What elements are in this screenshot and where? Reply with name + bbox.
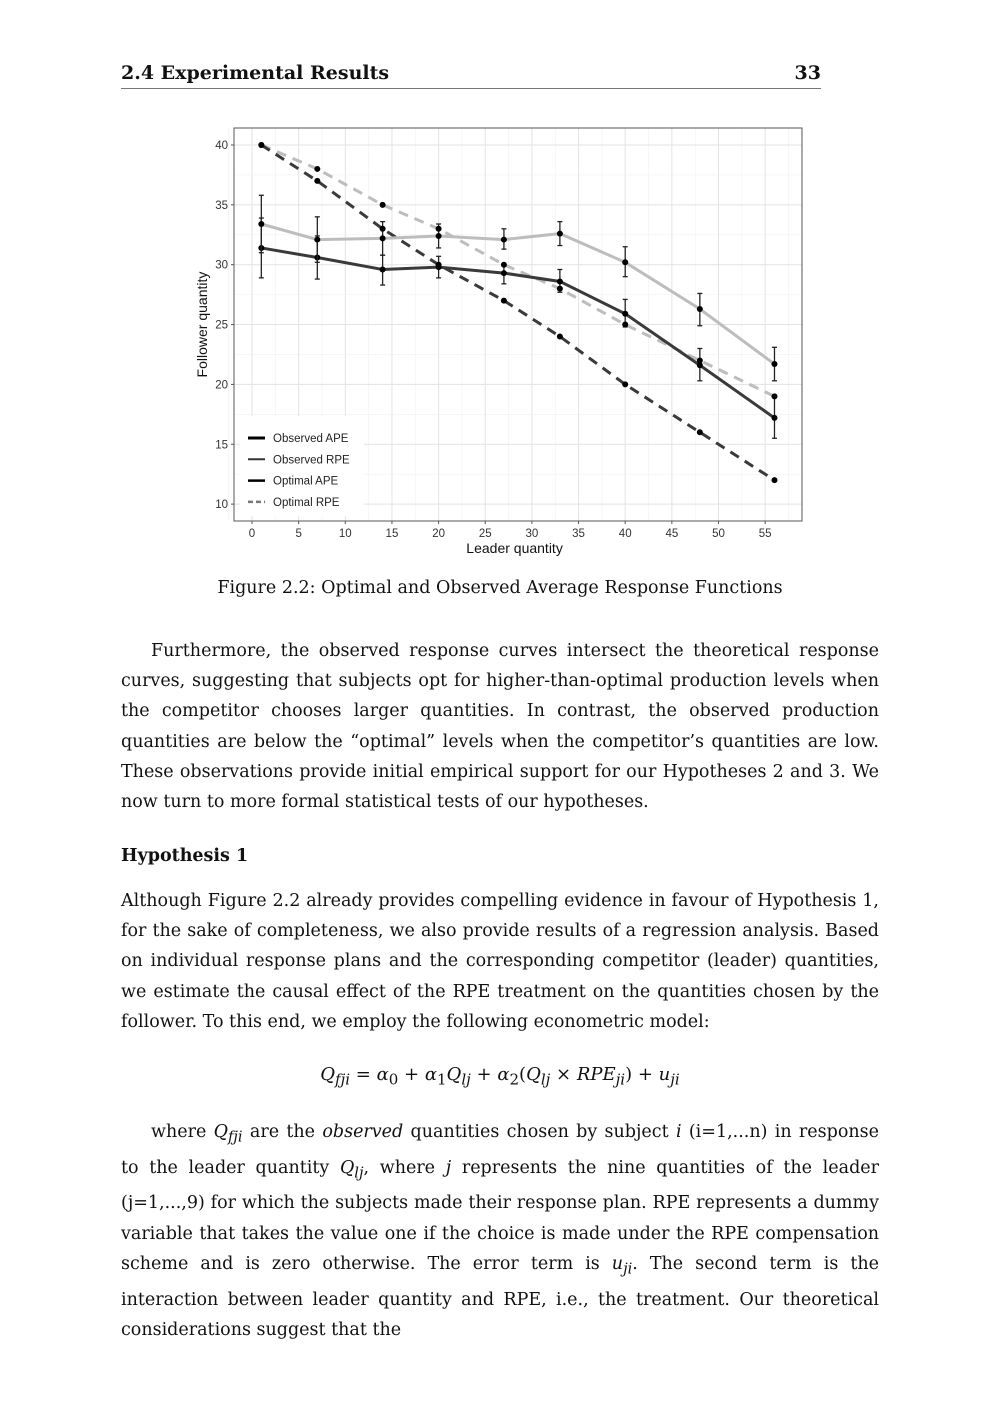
- data-point: [501, 270, 507, 276]
- paragraph-1: [121, 636, 879, 817]
- y-axis-label: Follower quantity: [194, 271, 210, 378]
- y-tick-label: 40: [215, 140, 228, 152]
- data-point: [697, 357, 703, 363]
- legend-label: Observed RPE: [273, 454, 350, 467]
- data-point: [436, 262, 442, 268]
- data-point: [622, 322, 628, 328]
- y-tick-label: 15: [215, 439, 228, 452]
- equation: $Q_{fji} = \alpha_0 + \alpha_1Q_{lj} + \alpha_2(Q_{lj} \times RPE_{ji}) + u_{ji}$: [320, 1064, 680, 1089]
- figure-2-2: [190, 120, 810, 565]
- paragraph-2: [121, 886, 879, 1037]
- points-optimal-rpe: [258, 142, 777, 399]
- data-point: [258, 142, 264, 148]
- x-tick-label: 25: [478, 528, 492, 540]
- data-point: [771, 477, 777, 483]
- data-point: [436, 226, 442, 232]
- data-point: [622, 259, 628, 265]
- data-point: [697, 306, 703, 312]
- x-tick-label: 45: [665, 528, 679, 540]
- x-axis-label: Leader quantity: [466, 540, 563, 556]
- data-point: [557, 231, 563, 237]
- x-tick-label: 20: [432, 528, 445, 540]
- series-observed-ape: [261, 248, 774, 418]
- page-number: 33: [794, 62, 821, 84]
- data-point: [501, 298, 507, 304]
- data-point: [771, 361, 777, 367]
- data-point: [557, 286, 563, 292]
- x-tick-label: 5: [295, 528, 302, 540]
- paragraph-1-text: Furthermore, the observed response curves intersect the theoretical response curves, suggesting that subjects opt for higher-than-optimal production levels when the competitor chooses larger quantities. In contrast, the observed production quantities are below the “optimal” levels when the competitor’s quantities are low. These observations provide initial empirical support for our Hypotheses 2 and 3. We now turn to more formal statistical tests of our hypotheses.: [121, 641, 879, 813]
- data-point: [380, 226, 386, 232]
- x-tick-label: 15: [385, 528, 399, 540]
- y-tick-label: 20: [215, 379, 228, 392]
- data-point: [697, 429, 703, 435]
- data-point: [501, 262, 507, 268]
- section-title: 2.4 Experimental Results: [121, 62, 390, 84]
- data-point: [380, 266, 386, 272]
- data-point: [314, 237, 320, 243]
- figure-caption: Figure 2.2: Optimal and Observed Average Response Functions: [217, 578, 783, 598]
- x-tick-label: 0: [248, 528, 256, 540]
- heading-hypothesis-1: Hypothesis 1: [121, 846, 249, 866]
- x-tick-label: 50: [712, 528, 725, 540]
- y-tick-label: 10: [215, 499, 228, 512]
- data-point: [622, 381, 628, 387]
- data-point: [501, 237, 507, 243]
- points-observed-ape: [258, 218, 777, 438]
- data-point: [771, 393, 777, 399]
- x-tick-label: 35: [572, 528, 585, 540]
- data-point: [314, 178, 320, 184]
- x-tick-label: 30: [525, 528, 539, 540]
- x-tick-label: 40: [618, 528, 632, 540]
- data-point: [380, 235, 386, 241]
- response-function-chart: [190, 120, 810, 565]
- paragraph-3: [121, 1117, 879, 1345]
- y-tick-label: 35: [215, 199, 228, 212]
- y-tick-label: 30: [215, 259, 228, 272]
- data-point: [771, 415, 777, 421]
- legend-label: Optimal RPE: [273, 496, 340, 509]
- paragraph-2-text: Although Figure 2.2 already provides compelling evidence in favour of Hypothesis 1, for the sake of completeness, we also provide results of a regression analysis. Based on individual response plans and the corresponding competitor (leader) quantities, we estimate the causal effect of the RPE treatment on the quantities chosen by the follower. To this end, we employ the following econometric model:: [121, 891, 879, 1032]
- legend-label: Optimal APE: [273, 475, 339, 488]
- data-point: [557, 278, 563, 284]
- x-tick-label: 10: [338, 528, 352, 540]
- data-point: [622, 311, 628, 317]
- data-point: [380, 202, 386, 208]
- data-point: [258, 221, 264, 227]
- running-header: [121, 60, 821, 89]
- y-tick-label: 25: [215, 319, 228, 332]
- legend-label: Observed APE: [273, 433, 349, 445]
- x-tick-label: 55: [758, 528, 772, 540]
- data-point: [557, 334, 563, 340]
- data-point: [314, 166, 320, 172]
- paragraph-3-text: where $Q_{fji}$ are the observed quantities chosen by subject i (i=1,...n) in response to the leader quantity $Q_{lj}$, where j represents the nine quantities of the leader (j=1,...,9) for which the subjects made their response plan. RPE represents a dummy variable that takes the value one if the choice is made under the RPE compensation scheme and is zero otherwise. The error term is $u_{ji}$. The second term is the interaction between leader quantity and RPE, i.e., the treatment. Our theoretical considerations suggest that the: [121, 1122, 879, 1340]
- data-point: [436, 233, 442, 239]
